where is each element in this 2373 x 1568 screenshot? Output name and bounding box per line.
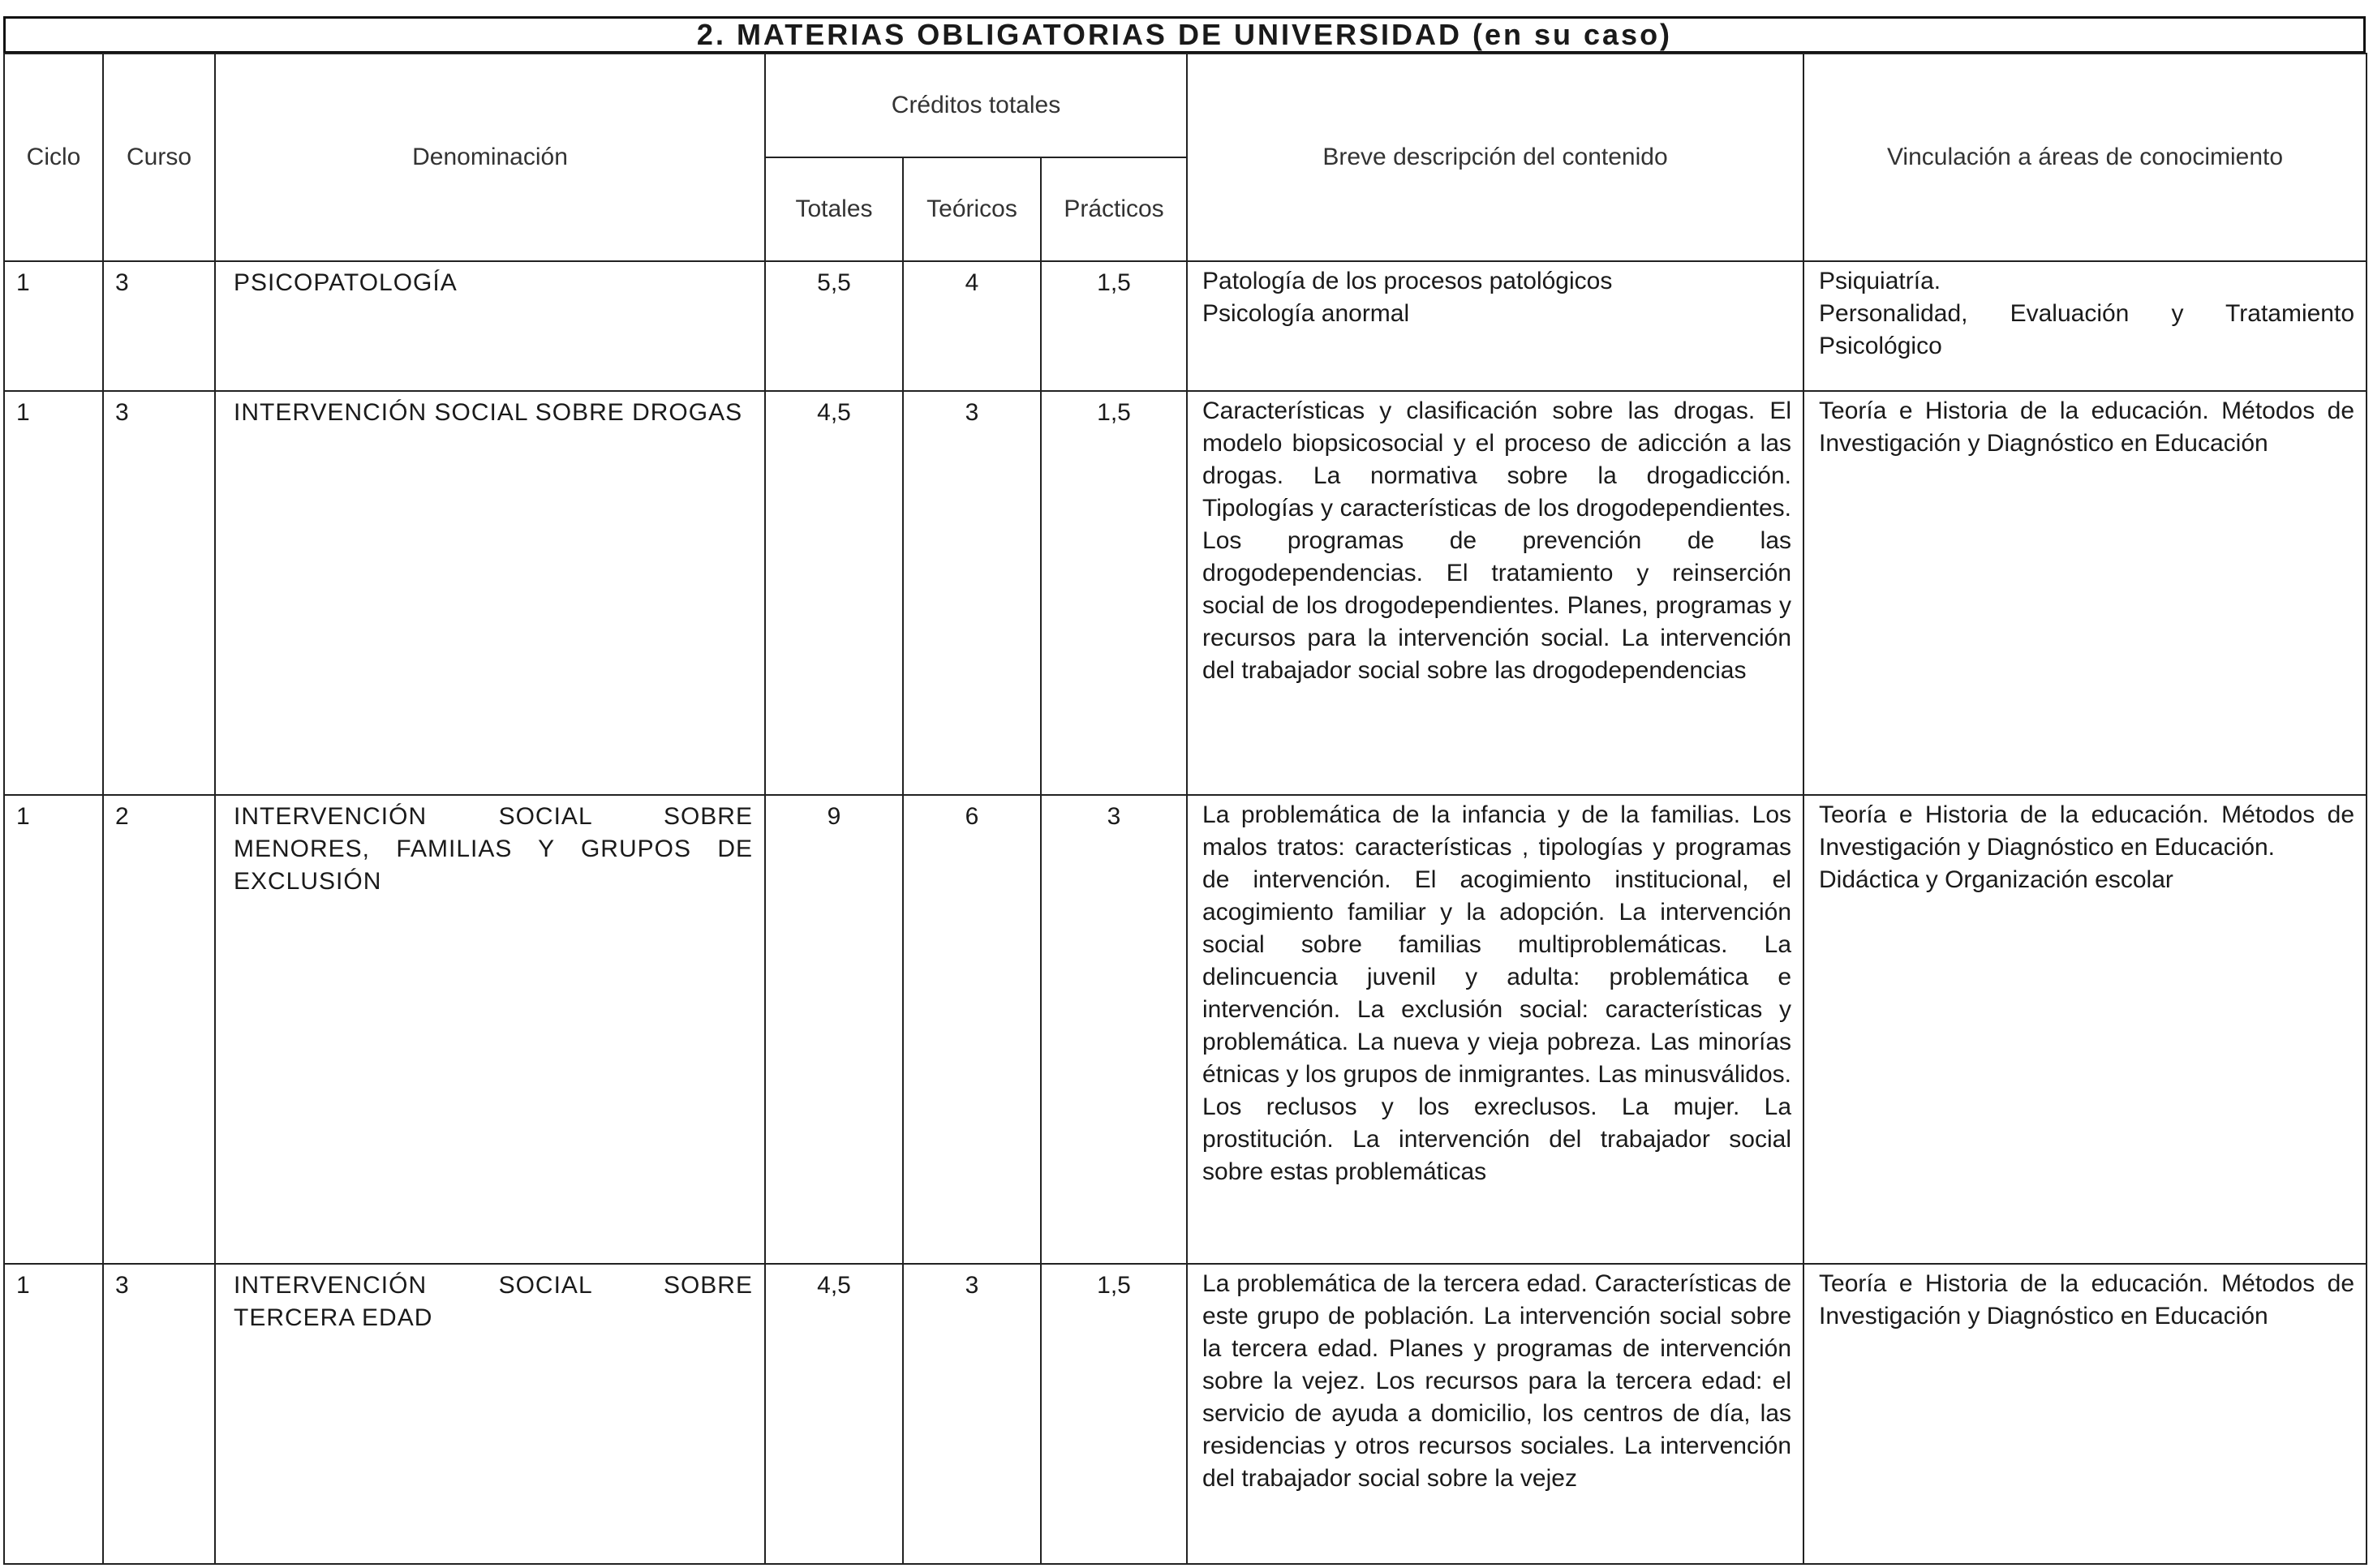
cell-vinculacion [1803, 261, 2367, 391]
header-row [4, 54, 2367, 157]
cell-ciclo: 1 [4, 795, 103, 1264]
area-line: Teoría e Historia de la educación. Métodos de Investigación y Diagnóstico en Educación [1819, 1270, 2355, 1330]
cell-totales: 9 [765, 795, 903, 1264]
cell-ciclo: 1 [4, 1264, 103, 1564]
cell-vinculacion [1803, 795, 2367, 1264]
cell-denominacion: INTERVENCIÓN SOCIAL SOBRE DROGAS [215, 391, 765, 795]
cell-curso: 3 [103, 391, 215, 795]
subjects-table [3, 53, 2367, 1565]
area-line: Psiquiatría. [1819, 268, 1941, 294]
header-totales: Totales [765, 157, 903, 261]
cell-curso: 3 [103, 1264, 215, 1564]
header-teoricos: Teóricos [903, 157, 1041, 261]
header-curso: Curso [103, 54, 215, 261]
area-line: Teoría e Historia de la educación. Métodos de Investigación y Diagnóstico en Educación [1819, 397, 2355, 457]
cell-curso: 3 [103, 261, 215, 391]
cell-ciclo: 1 [4, 391, 103, 795]
table-row [4, 261, 2367, 391]
area-line: Teoría e Historia de la educación. Métodos de Investigación y Diagnóstico en Educación. [1819, 801, 2355, 861]
header-descripcion: Breve descripción del contenido [1187, 54, 1803, 261]
header-practicos: Prácticos [1041, 157, 1187, 261]
area-line: Didáctica y Organización escolar [1819, 866, 2173, 893]
cell-practicos: 3 [1041, 795, 1187, 1264]
header-ciclo: Ciclo [4, 54, 103, 261]
table-row [4, 391, 2367, 795]
cell-denominacion: INTERVENCIÓN SOCIAL SOBRE TERCERA EDAD [215, 1264, 765, 1564]
cell-practicos: 1,5 [1041, 261, 1187, 391]
header-denominacion: Denominación [215, 54, 765, 261]
cell-vinculacion [1803, 391, 2367, 795]
header-vinculacion: Vinculación a áreas de conocimiento [1803, 54, 2367, 261]
cell-curso: 2 [103, 795, 215, 1264]
cell-practicos: 1,5 [1041, 391, 1187, 795]
cell-descripcion [1187, 1264, 1803, 1564]
cell-totales: 5,5 [765, 261, 903, 391]
cell-ciclo: 1 [4, 261, 103, 391]
cell-descripcion [1187, 391, 1803, 795]
subjects-sheet [3, 16, 2366, 1565]
cell-descripcion [1187, 795, 1803, 1264]
cell-descripcion [1187, 261, 1803, 391]
description-line: La problemática de la tercera edad. Características de este grupo de población. La intervención social sobre la tercera edad. Planes y programas de intervención sobre la vejez. Los recursos para la tercera edad: el servicio de ayuda a domicilio, los centros de día, las residencias y otros recursos sociales. La intervención del trabajador social sobre la vejez [1202, 1270, 1792, 1492]
cell-totales: 4,5 [765, 1264, 903, 1564]
cell-practicos: 1,5 [1041, 1264, 1187, 1564]
cell-denominacion: PSICOPATOLOGÍA [215, 261, 765, 391]
cell-teoricos: 6 [903, 795, 1041, 1264]
description-line: Características y clasificación sobre las drogas. El modelo biopsicosocial y el proceso de adicción a las drogas. La normativa sobre la drogadicción. Tipologías y características de los drogodependientes. Los programas de prevención de las drogodependencias. El tratamiento y reinserción social de los drogodependientes. Planes, programas y recursos para la intervención social. La intervención del trabajador social sobre las drogodependencias [1202, 397, 1792, 684]
table-row [4, 1264, 2367, 1564]
cell-vinculacion [1803, 1264, 2367, 1564]
description-line: Patología de los procesos patológicos [1202, 268, 1613, 294]
cell-totales: 4,5 [765, 391, 903, 795]
cell-teoricos: 3 [903, 1264, 1041, 1564]
section-title: 2. MATERIAS OBLIGATORIAS DE UNIVERSIDAD (en su caso) [3, 16, 2366, 53]
cell-teoricos: 4 [903, 261, 1041, 391]
cell-teoricos: 3 [903, 391, 1041, 795]
cell-denominacion: INTERVENCIÓN SOCIAL SOBRE MENORES, FAMILIAS Y GRUPOS DE EXCLUSIÓN [215, 795, 765, 1264]
header-creditos: Créditos totales [765, 54, 1187, 157]
description-line: Psicología anormal [1202, 300, 1410, 327]
area-line: Personalidad, Evaluación y Tratamiento Psicológico [1819, 300, 2355, 359]
description-line: La problemática de la infancia y de la familias. Los malos tratos: características , tipologías y programas de intervención. El acogimiento institucional, el acogimiento familiar y la adopción. La intervención social sobre familias multiproblemáticas. La delincuencia juvenil y adulta: problemática e intervención. La exclusión social: características y problemática. La nueva y vieja pobreza. Las minorías étnicas y los grupos de inmigrantes. Las minusválidos. Los reclusos y los exreclusos. La mujer. La prostitución. La intervención del trabajador social sobre estas problemáticas [1202, 801, 1792, 1185]
table-row [4, 795, 2367, 1264]
